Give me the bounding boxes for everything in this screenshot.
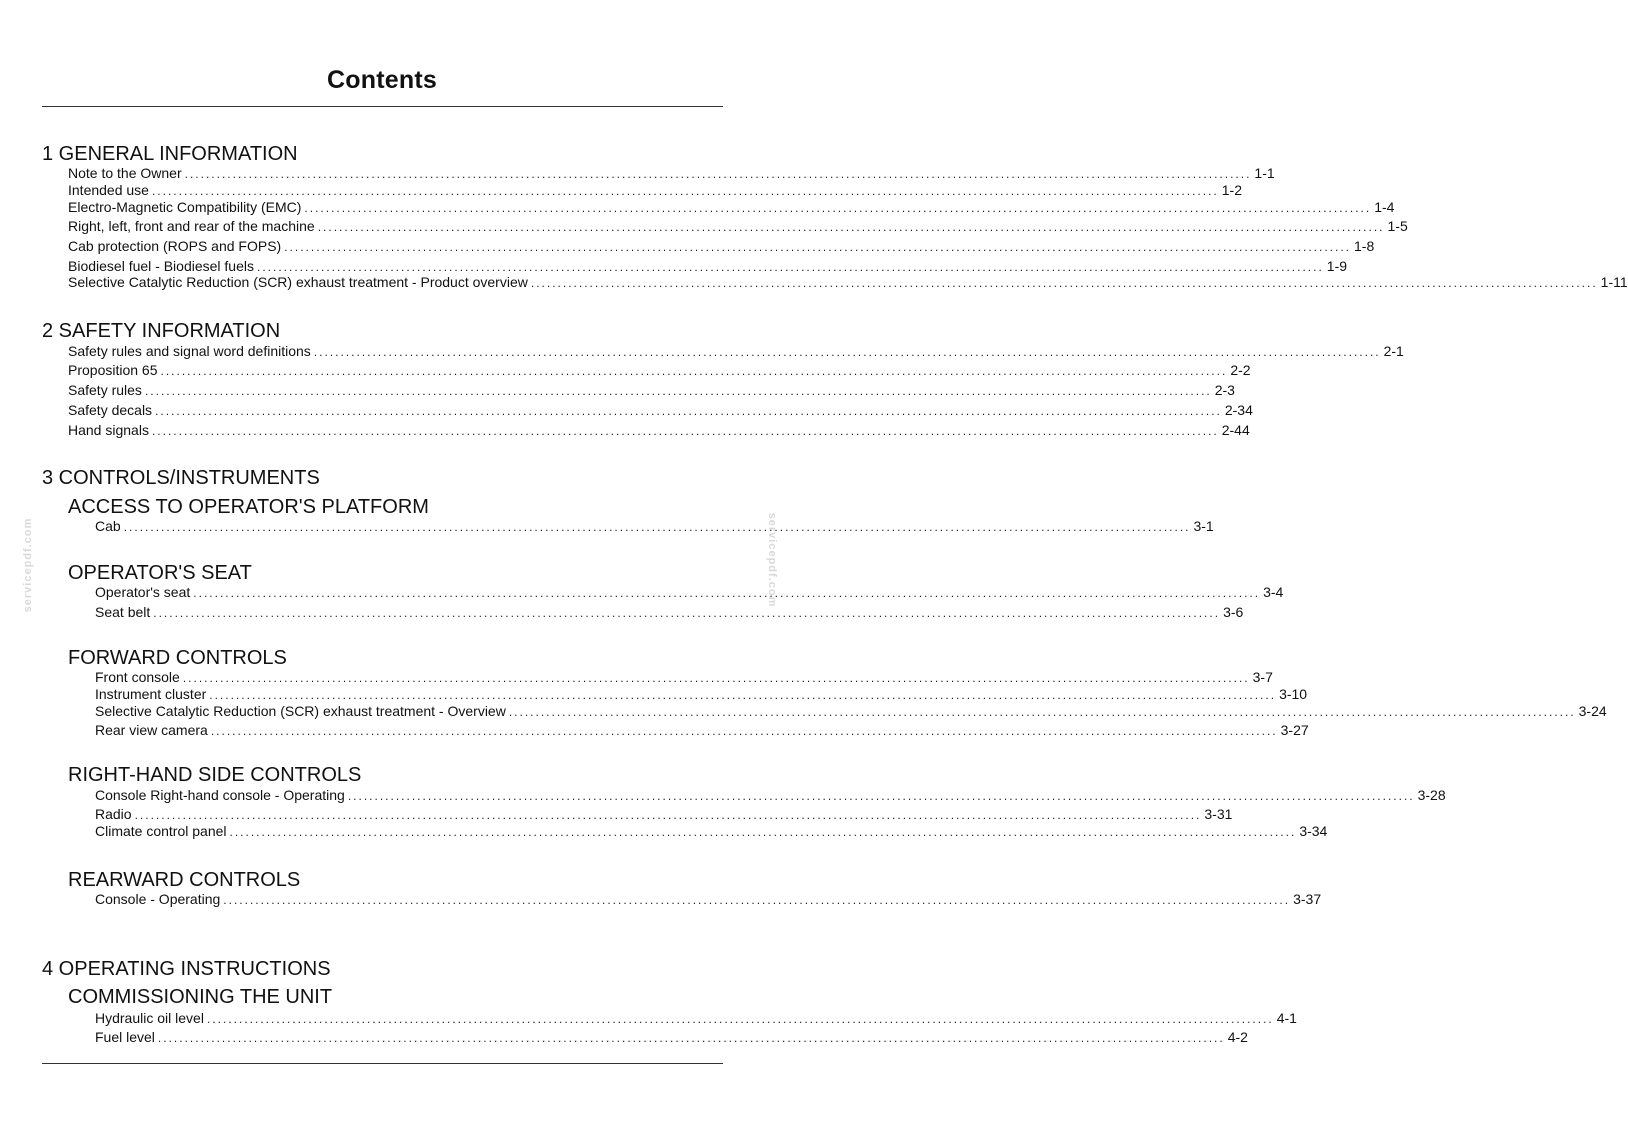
toc-entry[interactable] bbox=[68, 361, 1251, 379]
dot-leader: ........................................................................................................................................................................................................ bbox=[229, 825, 1297, 839]
toc-entry-page: 1-5 bbox=[1387, 218, 1408, 234]
toc-entry[interactable] bbox=[68, 273, 1628, 291]
toc-entry-page: 4-1 bbox=[1276, 1010, 1297, 1026]
toc-entry-title: Hydraulic oil level bbox=[95, 1010, 204, 1026]
toc-entry[interactable] bbox=[95, 668, 1273, 686]
toc-entry-title: Electro-Magnetic Compatibility (EMC) bbox=[68, 199, 302, 215]
toc-entry-title: Cab bbox=[95, 518, 121, 534]
toc-entry-page: 2-34 bbox=[1224, 402, 1253, 418]
section-heading-operating-instructions: 4 OPERATING INSTRUCTIONS bbox=[42, 958, 331, 980]
toc-entry[interactable] bbox=[68, 381, 1235, 399]
toc-entry-title: Proposition 65 bbox=[68, 362, 158, 378]
toc-entry[interactable] bbox=[68, 342, 1404, 360]
subsection-heading-access-to-operators-platform: ACCESS TO OPERATOR'S PLATFORM bbox=[68, 496, 429, 518]
toc-entry[interactable] bbox=[68, 164, 1275, 182]
toc-entry-page: 3-7 bbox=[1252, 669, 1273, 685]
dot-leader: ........................................................................................................................................................................................................ bbox=[155, 404, 1222, 418]
toc-entry-page: 4-2 bbox=[1227, 1029, 1248, 1045]
dot-leader: ........................................................................................................................................................................................................ bbox=[193, 586, 1261, 600]
dot-leader: ........................................................................................................................................................................................................ bbox=[151, 424, 1219, 438]
dot-leader: ........................................................................................................................................................................................................ bbox=[153, 606, 1221, 620]
subsection-heading-forward-controls: FORWARD CONTROLS bbox=[68, 647, 287, 669]
dot-leader: ........................................................................................................................................................................................................ bbox=[313, 345, 1381, 359]
toc-entry[interactable] bbox=[68, 181, 1242, 199]
toc-entry-title: Selective Catalytic Reduction (SCR) exhaust treatment - Overview bbox=[95, 703, 506, 719]
subsection-heading-rearward-controls: REARWARD CONTROLS bbox=[68, 869, 301, 891]
dot-leader: ........................................................................................................................................................................................................ bbox=[317, 220, 1385, 234]
toc-entry-page: 1-1 bbox=[1254, 165, 1275, 181]
page-title: Contents bbox=[327, 66, 437, 94]
toc-entry-page: 3-4 bbox=[1263, 584, 1284, 600]
toc-entry[interactable] bbox=[95, 702, 1607, 720]
toc-entry-title: Front console bbox=[95, 669, 180, 685]
footer-divider bbox=[42, 1063, 723, 1064]
toc-entry-page: 2-1 bbox=[1383, 343, 1404, 359]
dot-leader: ........................................................................................................................................................................................................ bbox=[304, 201, 1372, 215]
toc-entry[interactable] bbox=[95, 685, 1308, 703]
toc-entry-title: Cab protection (ROPS and FOPS) bbox=[68, 238, 282, 254]
subsection-heading-right-hand-side-controls: RIGHT-HAND SIDE CONTROLS bbox=[68, 764, 362, 786]
toc-entry-title: Rear view camera bbox=[95, 722, 208, 738]
section-heading-safety-information: 2 SAFETY INFORMATION bbox=[42, 320, 281, 342]
dot-leader: ........................................................................................................................................................................................................ bbox=[508, 705, 1576, 719]
toc-entry[interactable] bbox=[95, 805, 1233, 823]
toc-entry-page: 2-3 bbox=[1214, 382, 1235, 398]
toc-entry-title: Safety decals bbox=[68, 402, 153, 418]
watermark-right: servicepdf.com bbox=[766, 512, 778, 608]
toc-entry-title: Hand signals bbox=[68, 422, 149, 438]
toc-entry[interactable] bbox=[95, 721, 1309, 739]
toc-entry-title: Console - Operating bbox=[95, 891, 221, 907]
dot-leader: ........................................................................................................................................................................................................ bbox=[123, 520, 1191, 534]
dot-leader: ........................................................................................................................................................................................................ bbox=[209, 688, 1277, 702]
toc-entry-title: Operator's seat bbox=[95, 584, 191, 600]
toc-entry[interactable] bbox=[68, 217, 1408, 235]
toc-entry[interactable] bbox=[95, 786, 1446, 804]
toc-entry[interactable] bbox=[95, 1009, 1297, 1027]
toc-entry-title: Right, left, front and rear of the machine bbox=[68, 218, 315, 234]
dot-leader: ........................................................................................................................................................................................................ bbox=[223, 893, 1291, 907]
toc-entry[interactable] bbox=[95, 583, 1284, 601]
toc-entry-page: 1-9 bbox=[1326, 258, 1348, 274]
toc-entry-title: Instrument cluster bbox=[95, 686, 207, 702]
dot-leader: ........................................................................................................................................................................................................ bbox=[182, 671, 1250, 685]
toc-entry-title: Console Right-hand console - Operating bbox=[95, 787, 345, 803]
toc-entry-page: 2-44 bbox=[1221, 422, 1250, 438]
dot-leader: ........................................................................................................................................................................................................ bbox=[160, 364, 1228, 378]
toc-entry[interactable] bbox=[95, 1028, 1248, 1046]
toc-entry[interactable] bbox=[68, 198, 1395, 216]
toc-entry-page: 3-24 bbox=[1578, 703, 1607, 719]
toc-entry[interactable] bbox=[68, 421, 1250, 439]
dot-leader: ........................................................................................................................................................................................................ bbox=[206, 1012, 1274, 1026]
title-divider bbox=[42, 106, 723, 107]
toc-entry-title: Safety rules and signal word definitions bbox=[68, 343, 311, 359]
toc-entry-page: 1-2 bbox=[1221, 182, 1242, 198]
toc-entry-page: 3-6 bbox=[1223, 604, 1244, 620]
toc-entry-page: 3-10 bbox=[1279, 686, 1308, 702]
dot-leader: ........................................................................................................................................................................................................ bbox=[347, 789, 1415, 803]
subsection-heading-commissioning-the-unit: COMMISSIONING THE UNIT bbox=[68, 986, 333, 1008]
dot-leader: ........................................................................................................................................................................................................ bbox=[284, 240, 1351, 254]
toc-entry-page: 2-2 bbox=[1230, 362, 1251, 378]
dot-leader: ........................................................................................................................................................................................................ bbox=[151, 184, 1219, 198]
toc-entry-page: 3-37 bbox=[1293, 891, 1322, 907]
toc-entry[interactable] bbox=[68, 401, 1253, 419]
toc-entry-page: 3-28 bbox=[1417, 787, 1446, 803]
toc-entry-page: 1-11 bbox=[1600, 274, 1628, 290]
toc-entry-title: Intended use bbox=[68, 182, 149, 198]
toc-entry-page: 1-8 bbox=[1354, 238, 1375, 254]
dot-leader: ........................................................................................................................................................................................................ bbox=[144, 384, 1212, 398]
toc-entry-title: Climate control panel bbox=[95, 823, 227, 839]
dot-leader: ........................................................................................................................................................................................................ bbox=[530, 276, 1598, 290]
toc-entry-page: 3-31 bbox=[1204, 806, 1233, 822]
dot-leader: ........................................................................................................................................................................................................ bbox=[257, 260, 1324, 274]
toc-entry[interactable] bbox=[95, 822, 1328, 840]
dot-leader: ........................................................................................................................................................................................................ bbox=[157, 1031, 1225, 1045]
toc-entry-page: 1-4 bbox=[1374, 199, 1395, 215]
dot-leader: ........................................................................................................................................................................................................ bbox=[210, 724, 1278, 738]
dot-leader: ........................................................................................................................................................................................................ bbox=[134, 808, 1202, 822]
toc-entry[interactable] bbox=[95, 890, 1322, 908]
watermark-left: servicepdf.com bbox=[22, 517, 34, 613]
toc-entry-title: Safety rules bbox=[68, 382, 142, 398]
toc-entry[interactable] bbox=[68, 237, 1375, 255]
toc-entry-page: 3-27 bbox=[1280, 722, 1309, 738]
toc-entry-title: Selective Catalytic Reduction (SCR) exhaust treatment - Product overview bbox=[68, 274, 528, 290]
toc-entry-title: Note to the Owner bbox=[68, 165, 182, 181]
toc-entry-title: Fuel level bbox=[95, 1029, 155, 1045]
subsection-heading-operators-seat: OPERATOR'S SEAT bbox=[68, 562, 252, 584]
toc-entry[interactable] bbox=[95, 517, 1214, 535]
toc-entry-title: Seat belt bbox=[95, 604, 151, 620]
dot-leader: ........................................................................................................................................................................................................ bbox=[184, 167, 1252, 181]
toc-entry-title: Radio bbox=[95, 806, 132, 822]
toc-entry-title: Biodiesel fuel - Biodiesel fuels bbox=[68, 258, 254, 274]
section-heading-general-information: 1 GENERAL INFORMATION bbox=[42, 143, 298, 165]
section-heading-controls-instruments: 3 CONTROLS/INSTRUMENTS bbox=[42, 467, 320, 489]
toc-entry[interactable] bbox=[95, 603, 1244, 621]
toc-entry-page: 3-34 bbox=[1299, 823, 1328, 839]
toc-entry-page: 3-1 bbox=[1193, 518, 1214, 534]
